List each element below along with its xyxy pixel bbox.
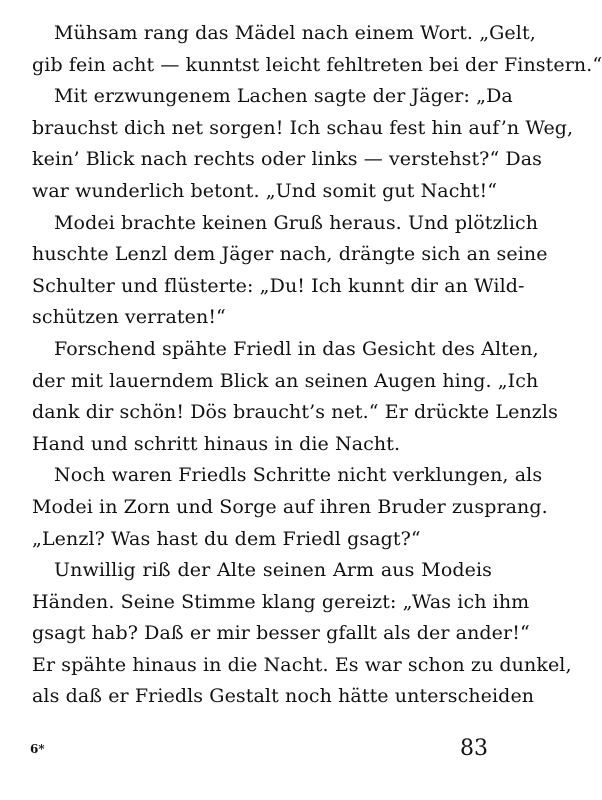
text-line: gib fein acht — kunntst leicht fehltreten bei der Finstern.“ xyxy=(32,53,602,76)
text-line: „Lenzl? Was hast du dem Friedl gsagt?“ xyxy=(32,527,421,550)
text-line: dank dir schön! Dös braucht’s net.“ Er drückte Lenzls xyxy=(32,401,558,424)
text-line: war wunderlich betont. „Und somit gut Nacht!“ xyxy=(32,179,498,202)
body-text xyxy=(32,18,602,713)
text-line: als daß er Friedls Gestalt noch hätte unterscheiden xyxy=(32,685,535,708)
text-line: Unwillig riß der Alte seinen Arm aus Modeis xyxy=(54,559,492,582)
text-line: Modei brachte keinen Gruß heraus. Und plötzlich xyxy=(54,211,539,234)
text-line: Modei in Zorn und Sorge auf ihren Bruder zusprang. xyxy=(32,495,548,518)
text-line: schützen verraten!“ xyxy=(32,306,226,329)
text-line: Noch waren Friedls Schritte nicht verklungen, als xyxy=(54,464,543,487)
page-number: 83 xyxy=(460,736,488,761)
text-line: Schulter und flüsterte: „Du! Ich kunnt dir an Wild- xyxy=(32,274,525,297)
text-line: Mit erzwungenem Lachen sagte der Jäger: „Da xyxy=(54,85,513,108)
text-line: Mühsam rang das Mädel nach einem Wort. „Gelt, xyxy=(54,22,536,44)
signature-mark: 6* xyxy=(30,742,45,756)
text-line: der mit lauerndem Blick an seinen Augen hing. „Ich xyxy=(32,369,539,392)
text-line: Er spähte hinaus in die Nacht. Es war schon zu dunkel, xyxy=(32,653,572,676)
text-line: Forschend spähte Friedl in das Gesicht des Alten, xyxy=(54,337,539,360)
text-line: Hand und schritt hinaus in die Nacht. xyxy=(32,432,401,455)
text-line: gsagt hab? Daß er mir besser gfallt als der ander!“ xyxy=(32,622,530,645)
text-line: huschte Lenzl dem Jäger nach, drängte sich an seine xyxy=(32,243,548,266)
text-line: Händen. Seine Stimme klang gereizt: „Was ich ihm xyxy=(32,590,530,613)
text-line: kein’ Blick nach rechts oder links — verstehst?“ Das xyxy=(32,148,543,171)
text-line: brauchst dich net sorgen! Ich schau fest hin auf’n Weg, xyxy=(32,116,574,139)
